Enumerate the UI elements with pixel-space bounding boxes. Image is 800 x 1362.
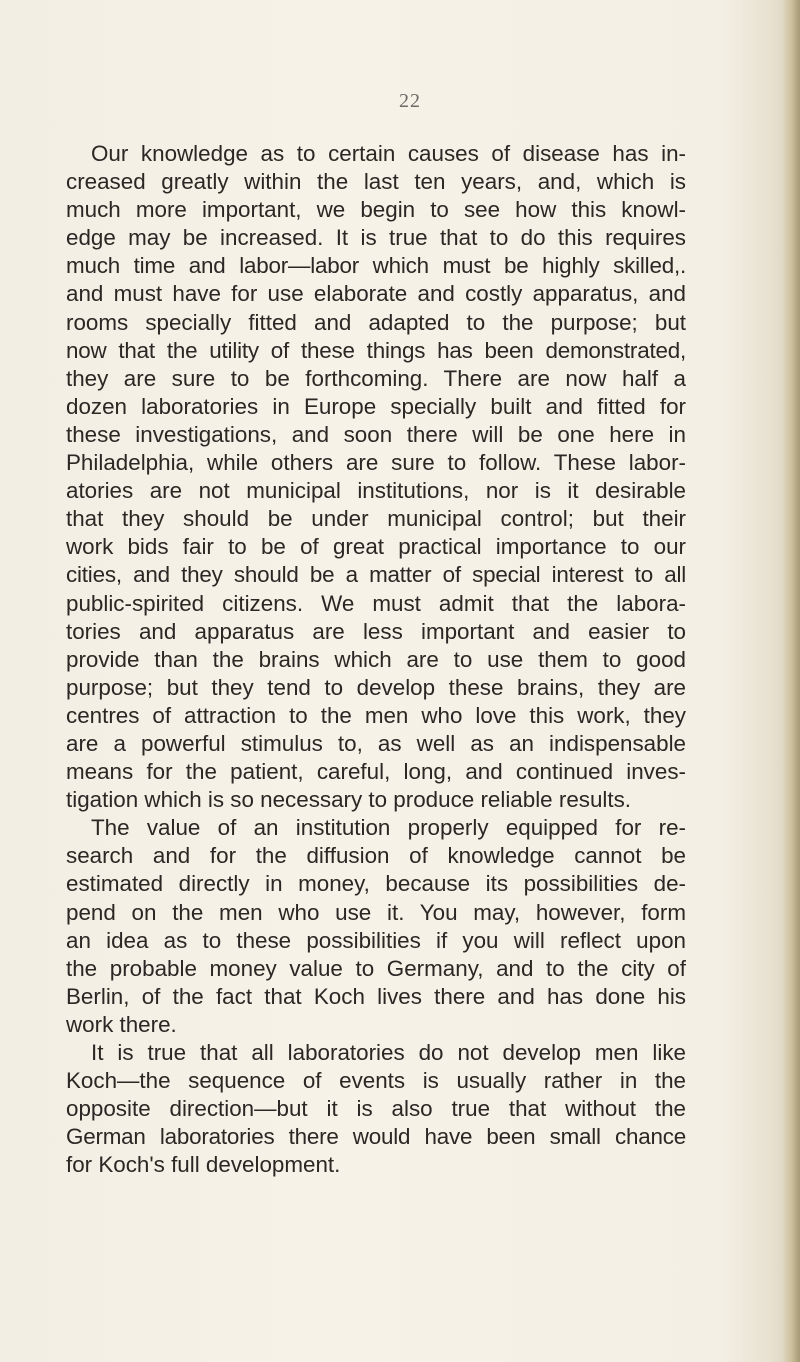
text-line: they are sure to be forthcoming. There are now half a <box>66 365 686 391</box>
text-line: are a powerful stimulus to, as well as an indispensable <box>66 730 686 756</box>
text-line: tigation which is so necessary to produce reliable results. <box>66 787 632 813</box>
text-line: much time and labor—labor which must be highly skilled,. <box>66 253 686 279</box>
page-edge-shadow <box>782 0 800 1362</box>
page-number: 22 <box>399 90 421 112</box>
text-line: work bids fair to be of great practical importance to our <box>66 534 686 560</box>
text-line: much more important, we begin to see how this knowl- <box>66 197 686 223</box>
text-line: these investigations, and soon there will be one here in <box>66 421 686 447</box>
text-line: pend on the men who use it. You may, however, form <box>66 899 686 925</box>
body-text <box>66 140 686 1179</box>
text-line: public-spirited citizens. We must admit that the labora- <box>66 590 686 616</box>
text-line: rooms specially fitted and adapted to the purpose; but <box>66 309 686 335</box>
text-line: The value of an institution properly equipped for re- <box>91 815 686 841</box>
text-line: opposite direction—but it is also true that without the <box>66 1096 686 1122</box>
text-line: dozen laboratories in Europe specially built and fitted for <box>66 393 686 419</box>
text-line: the probable money value to Germany, and to the city of <box>66 955 686 981</box>
text-line: work there. <box>66 1011 177 1037</box>
paragraph-1 <box>66 140 686 814</box>
text-line: Philadelphia, while others are sure to follow. These labor- <box>66 450 686 476</box>
text-line: estimated directly in money, because its possibilities de- <box>66 871 686 897</box>
text-line: that they should be under municipal control; but their <box>66 506 686 532</box>
text-line: creased greatly within the last ten years, and, which is <box>66 169 686 195</box>
text-line: Our knowledge as to certain causes of disease has in- <box>91 141 686 166</box>
paragraph-2 <box>66 814 686 1039</box>
text-line: provide than the brains which are to use them to good <box>66 646 686 672</box>
text-line: Berlin, of the fact that Koch lives there and has done his <box>66 983 686 1009</box>
text-line: edge may be increased. It is true that to do this requires <box>66 225 686 251</box>
text-line: and must have for use elaborate and costly apparatus, and <box>66 281 686 307</box>
text-line: means for the patient, careful, long, and continued inves- <box>66 759 686 785</box>
text-line: centres of attraction to the men who love this work, they <box>66 702 686 728</box>
text-line: Koch—the sequence of events is usually rather in the <box>66 1068 686 1094</box>
text-line: cities, and they should be a matter of special interest to all <box>66 562 686 588</box>
text-line: It is true that all laboratories do not develop men like <box>91 1040 686 1065</box>
text-line: now that the utility of these things has been demonstrated, <box>66 337 686 363</box>
paragraph-3 <box>66 1039 686 1179</box>
text-line: for Koch's full development. <box>66 1152 341 1178</box>
text-line: an idea as to these possibilities if you will reflect upon <box>66 927 686 953</box>
text-line: purpose; but they tend to develop these brains, they are <box>66 674 686 700</box>
text-line: atories are not municipal institutions, nor is it desirable <box>66 478 686 504</box>
text-line: tories and apparatus are less important and easier to <box>66 618 686 644</box>
text-line: German laboratories there would have been small chance <box>66 1124 686 1150</box>
text-line: search and for the diffusion of knowledge cannot be <box>66 843 686 869</box>
